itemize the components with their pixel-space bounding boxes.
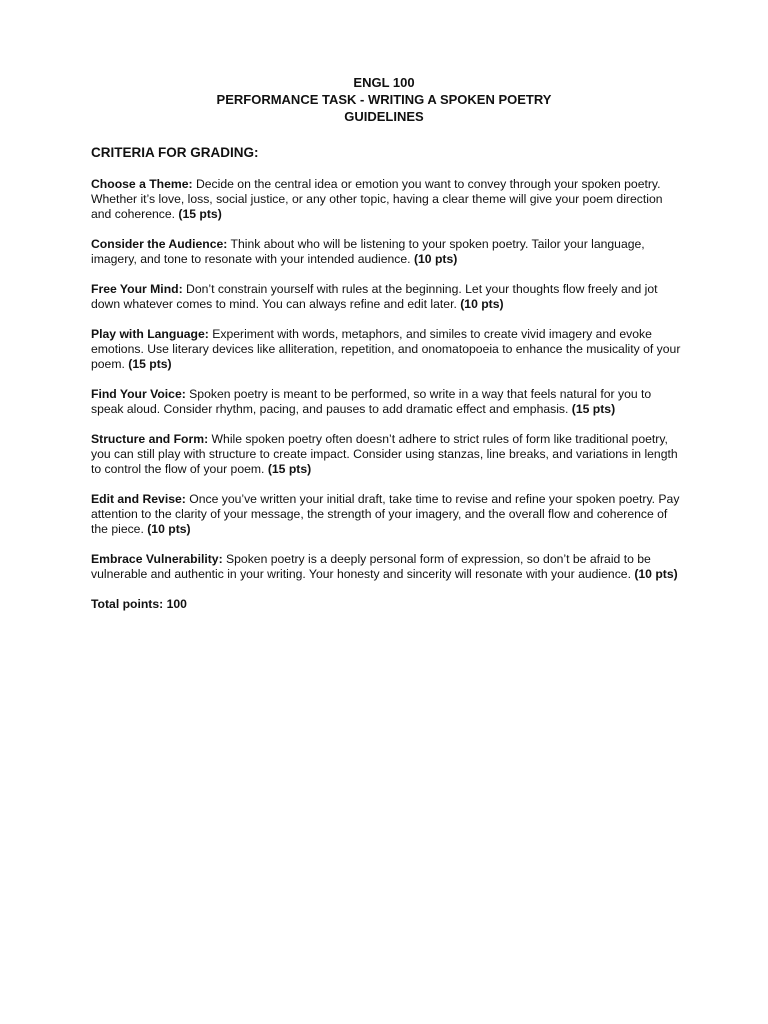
criterion-points: (15 pts)	[267, 462, 312, 476]
criterion-title: Free Your Mind:	[91, 282, 183, 296]
criterion-title: Consider the Audience:	[91, 237, 228, 251]
criterion-text: Experiment with words, metaphors, and similes to create vivid imagery and evoke emotions. Use literary devices like alliteration, repetition, and onomatopoeia to enhance the musicality of your poem.	[91, 327, 681, 371]
criterion-item	[91, 552, 683, 582]
criterion-item	[91, 177, 683, 222]
guidelines-title: GUIDELINES	[344, 109, 424, 124]
criterion-points: (10 pts)	[147, 522, 191, 536]
task-title: PERFORMANCE TASK - WRITING A SPOKEN POETRY	[216, 92, 552, 107]
criterion-title: Structure and Form:	[91, 432, 209, 446]
criterion-points: (15 pts)	[128, 357, 172, 371]
criterion-item	[91, 432, 683, 477]
criterion-points: (10 pts)	[460, 297, 504, 311]
criterion-title: Choose a Theme:	[91, 177, 193, 191]
criterion-text: While spoken poetry often doesn’t adhere to strict rules of form like traditional poetry, you can still play with structure to create impact. Consider using stanzas, line breaks, and variations in length to control the flow of your poem.	[91, 432, 678, 476]
criterion-item	[91, 327, 683, 372]
criterion-item	[91, 492, 683, 537]
criterion-text: Think about who will be listening to your spoken poetry. Tailor your language, imagery, and tone to resonate with your intended audience.	[91, 237, 645, 266]
criterion-points: (15 pts)	[178, 207, 222, 221]
criterion-title: Find Your Voice:	[91, 387, 186, 401]
criterion-item	[91, 387, 683, 417]
criterion-points: (10 pts)	[413, 252, 458, 266]
document-header	[0, 74, 768, 125]
criterion-item	[91, 282, 683, 312]
criterion-text: Spoken poetry is meant to be performed, so write in a way that feels natural for you to speak aloud. Consider rhythm, pacing, and pauses to add dramatic effect and emphasis.	[91, 387, 652, 416]
criterion-title: Play with Language:	[91, 327, 209, 341]
criterion-text: Once you’ve written your initial draft, take time to revise and refine your spoken poetry. Pay attention to the clarity of your message, the strength of your imagery, and the overall flow and coherence of the piece.	[91, 492, 680, 536]
course-code: ENGL 100	[353, 75, 415, 90]
criterion-points: (10 pts)	[634, 567, 678, 581]
criterion-points: (15 pts)	[571, 402, 616, 416]
criterion-title: Embrace Vulnerability:	[91, 552, 223, 566]
criteria-list	[91, 177, 683, 624]
criterion-title: Edit and Revise:	[91, 492, 186, 506]
total-points: Total points: 100	[91, 597, 187, 611]
criterion-text: Spoken poetry is a deeply personal form of expression, so don’t be afraid to be vulnerable and authentic in your writing. Your honesty and sincerity will resonate with your audience.	[91, 552, 651, 581]
criterion-item	[91, 237, 683, 267]
criterion-text: Don’t constrain yourself with rules at the beginning. Let your thoughts flow freely and jot down whatever comes to mind. You can always refine and edit later.	[91, 282, 658, 311]
criterion-text: Decide on the central idea or emotion you want to convey through your spoken poetry. Whether it’s love, loss, social justice, or any other topic, having a clear theme will give your poem direction and coherence.	[91, 177, 663, 221]
criteria-heading: CRITERIA FOR GRADING:	[91, 145, 259, 160]
